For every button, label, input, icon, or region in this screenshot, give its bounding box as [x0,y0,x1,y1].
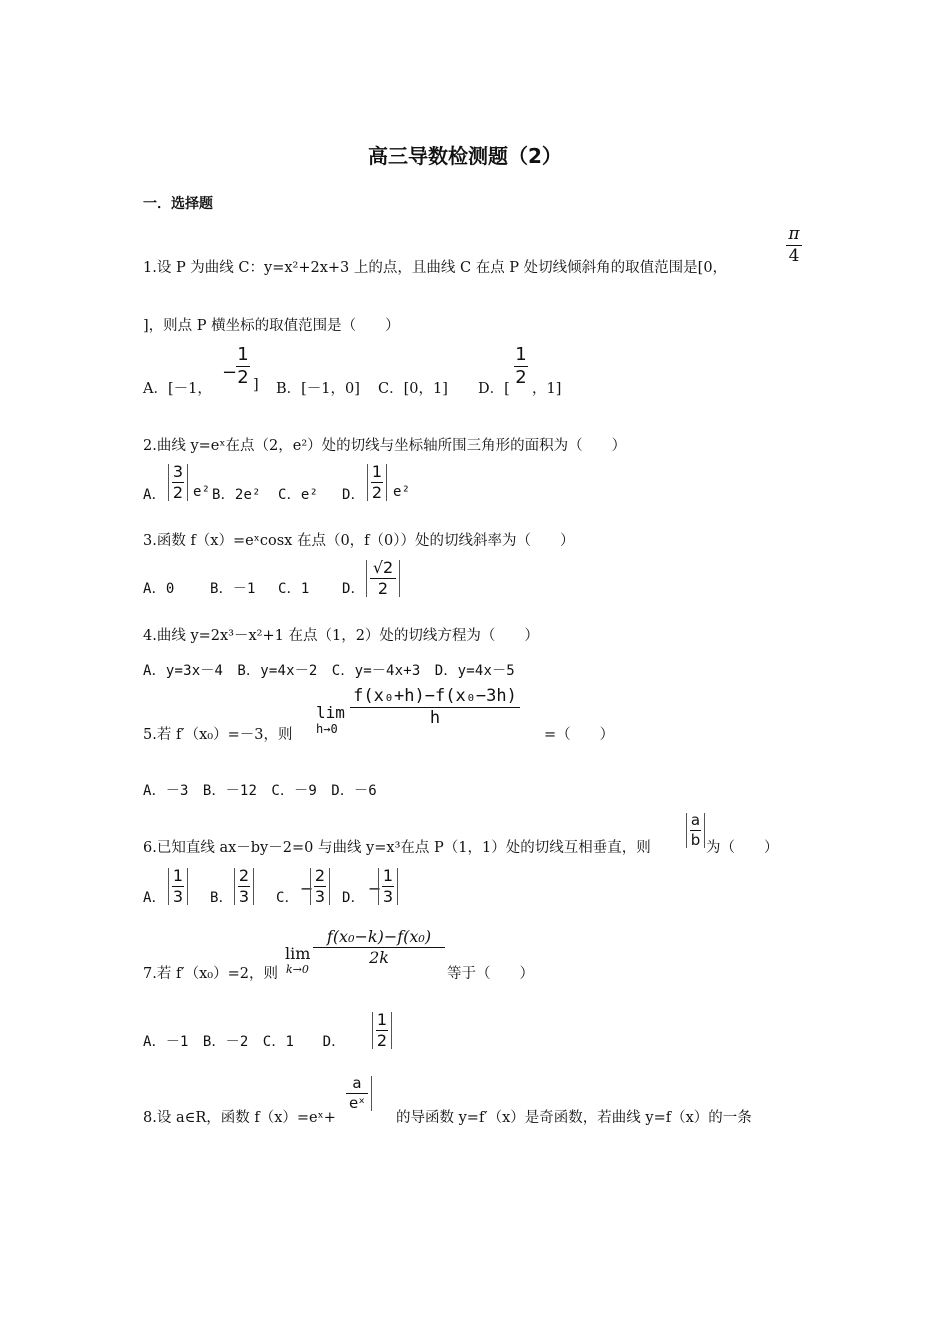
option-a-fraction: 3 2 [168,464,188,501]
option-a-end: ] [253,377,259,393]
minus-sign: − [222,362,238,383]
limit-fraction: f(x₀−k)−f(x₀) 2k [313,929,445,966]
question-5-stem: 5.若 f′（x₀）=－3，则 [143,727,293,743]
option-d: D． [342,890,365,906]
option-b: B． [210,890,233,906]
option-d-fraction: √2 2 [366,560,400,597]
option-a: A． [143,487,166,503]
option-a: A． [143,890,166,906]
option-d: D．[ [478,381,510,397]
option-b: B．[－1，0] [276,381,360,397]
option-d-end: ，1] [532,381,562,397]
option-a: A．0 [143,581,175,597]
question-5-options: A．－3 B．－12 C．－9 D．－6 [143,783,377,799]
question-7-stem-end: 等于（ ） [447,966,534,982]
option-b: B．2e² [212,487,261,503]
question-8-stem-end: 的导函数 y=f′（x）是奇函数，若曲线 y=f（x）的一条 [396,1110,752,1126]
question-1-stem-cont: ]，则点 P 横坐标的取值范围是（ ） [143,318,400,334]
limit-operator: lim [316,703,345,722]
limit-subscript: h→0 [316,722,338,736]
option-a-end: e² [193,484,211,500]
a-over-b-fraction: a b [686,813,705,848]
question-1-stem: 1.设 P 为曲线 C：y=x²+2x+3 上的点，且曲线 C 在点 P 处切线倾斜角的取值范围是[0， [143,260,728,276]
option-a-fraction: 1 2 [237,344,249,388]
option-b: B．－1 [210,581,256,597]
option-c: C．[0，1] [378,381,448,397]
question-4-stem: 4.曲线 y=2x³－x²+1 在点（1，2）处的切线方程为（ ） [143,628,539,644]
option-d-fraction: 1 2 [367,464,387,501]
question-6-stem: 6.已知直线 ax－by－2=0 与曲线 y=x³在点 P（1，1）处的切线互相垂直，则 [143,840,651,856]
question-6-stem-end: 为（ ） [706,840,779,856]
question-3-stem: 3.函数 f（x）=eˣcosx 在点（0，f（0））处的切线斜率为（ ） [143,533,575,549]
option-d: D． [342,581,365,597]
option-c: C． [276,890,299,906]
question-8-stem: 8.设 a∈R，函数 f（x）=eˣ+ [143,1110,336,1126]
option-c-fraction: 2 3 [310,868,330,905]
question-5-stem-end: =（ ） [544,727,615,743]
fraction-denominator: 4 [788,246,800,266]
question-2-stem: 2.曲线 y=eˣ在点（2，e²）处的切线与坐标轴所围三角形的面积为（ ） [143,438,627,454]
minus-sign: − [368,879,382,898]
limit-fraction: f(x₀+h)−f(x₀−3h) h [350,688,520,727]
option-d-end: e² [393,484,411,500]
option-c: C．e² [278,487,319,503]
a-over-ex-fraction: a eˣ [343,1076,372,1111]
option-d-fraction: 1 2 [372,1012,392,1049]
limit-operator: lim [285,944,311,963]
option-a-fraction: 1 3 [168,868,188,905]
page-title: 高三导数检测题（2） [368,144,562,168]
option-d-fraction: 1 3 [378,868,398,905]
pi-over-4-fraction [786,226,802,265]
option-c: C．1 [278,581,310,597]
option-b-fraction: 2 3 [234,868,254,905]
option-a: A．[－1， [143,381,212,397]
fraction-numerator: π [788,224,800,244]
section-heading: 一．选择题 [143,196,213,212]
question-7-options: A．－1 B．－2 C．1 D． [143,1034,346,1050]
question-7-stem: 7.若 f′（x₀）=2，则 [143,966,278,982]
option-d-fraction: 1 2 [515,344,527,388]
limit-subscript: k→0 [286,963,309,976]
option-d: D． [342,487,365,503]
question-4-options: A．y=3x－4 B．y=4x－2 C．y=－4x+3 D．y=4x－5 [143,663,515,679]
minus-sign: − [300,879,314,898]
